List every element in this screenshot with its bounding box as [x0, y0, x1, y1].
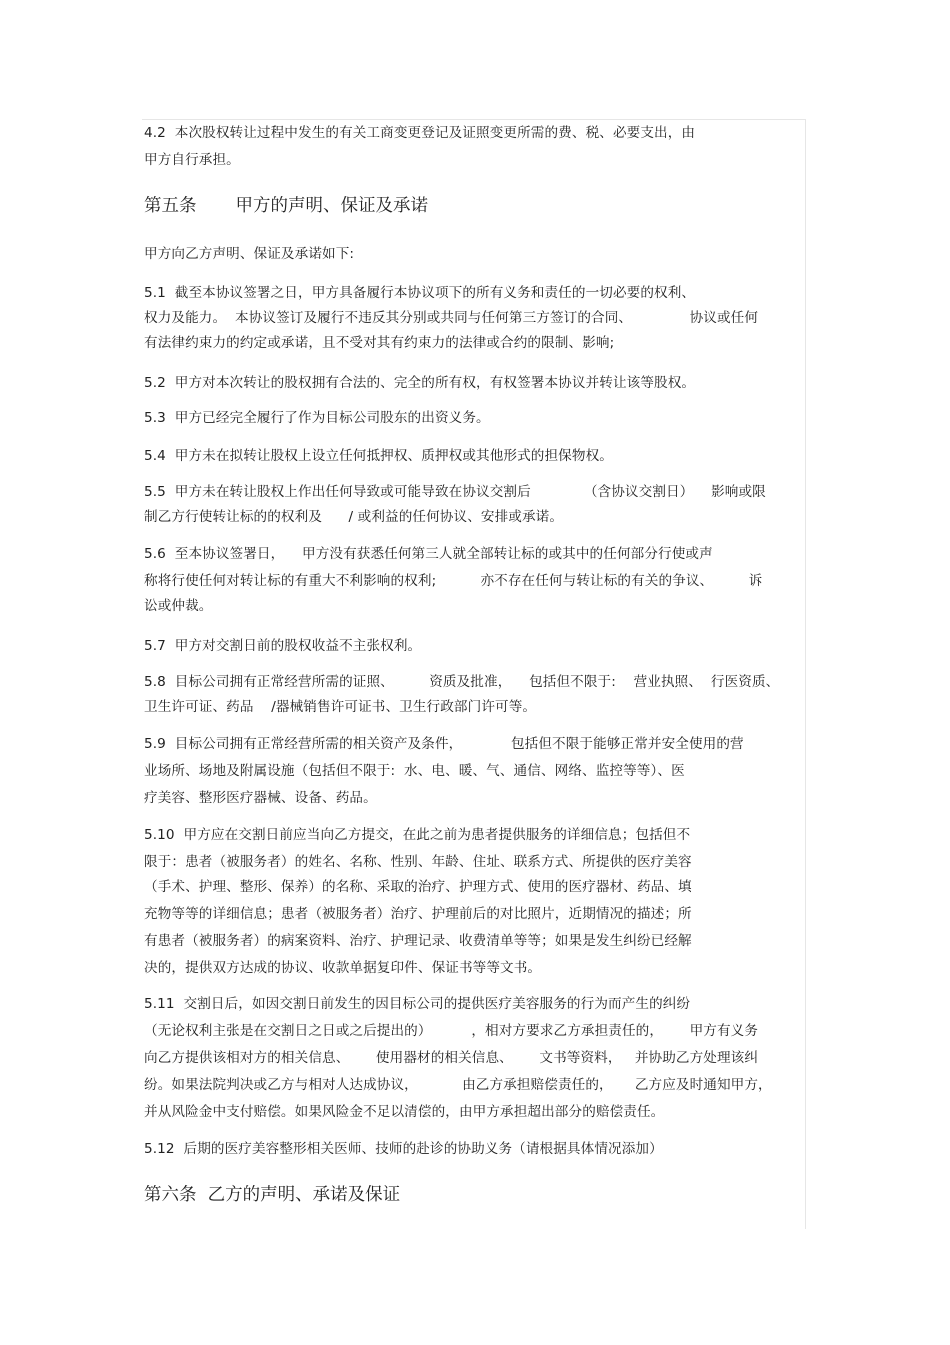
clause-5-1-line-3: 有法律约束力的约定或承诺，且不受对其有约束力的法律或合约的限制、影响; — [144, 335, 615, 351]
clause-5-5-line-2: 制乙方行使转让标的的权利及 / 或利益的任何协议、安排或承诺。 — [144, 509, 564, 525]
clause-5-12: 5.12 后期的医疗美容整形相关医师、技师的赴诊的协助义务（请根据具体情况添加） — [144, 1141, 663, 1157]
clause-5-6-line-1: 5.6 至本协议签署日， 甲方没有获悉任何第三人就全部转让标的或其中的任何部分行使或声 — [144, 546, 713, 562]
clause-5-6-line-3: 讼或仲裁。 — [144, 598, 213, 614]
clause-5-9-line-3: 疗美容、整形医疗器械、设备、药品。 — [144, 790, 377, 806]
clause-5-10-line-4: 充物等等的详细信息；患者（被服务者）治疗、护理前后的对比照片，近期情况的描述；所 — [144, 906, 692, 922]
clause-5-10-line-6: 决的，提供双方达成的协议、收款单据复印件、保证书等等文书。 — [144, 960, 542, 976]
clause-5-1-line-2: 权力及能力。 本协议签订及履行不违反其分别或共同与任何第三方签订的合同、 协议或任何 — [144, 310, 759, 326]
clause-5-11-line-5: 并从风险金中支付赔偿。如果风险金不足以清偿的，由甲方承担超出部分的赔偿责任。 — [144, 1104, 665, 1120]
clause-5-10-line-1: 5.10 甲方应在交割日前应当向乙方提交，在此之前为患者提供服务的详细信息；包括但不 — [144, 827, 691, 843]
clause-5-9-line-2: 业场所、场地及附属设施（包括但不限于: 水、电、暖、气、通信、网络、监控等等）、医 — [144, 763, 685, 779]
clause-5-11-line-4: 纷。如果法院判决或乙方与相对人达成协议， 由乙方承担赔偿责任的， 乙方应及时通知甲方， — [144, 1077, 772, 1093]
clause-5-10-line-3: （手术、护理、整形、保养）的名称、采取的治疗、护理方式、使用的医疗器材、药品、填 — [144, 879, 692, 895]
article-6-heading: 第六条 乙方的声明、承诺及保证 — [144, 1185, 401, 1205]
clause-5-2: 5.2 甲方对本次转让的股权拥有合法的、完全的所有权，有权签署本协议并转让该等股权。 — [144, 375, 696, 391]
clause-4-2-line-1: 4.2 本次股权转让过程中发生的有关工商变更登记及证照变更所需的费、税、必要支出，由 — [144, 125, 696, 141]
article-5-heading: 第五条 甲方的声明、保证及承诺 — [144, 196, 428, 216]
clause-5-7: 5.7 甲方对交割日前的股权收益不主张权利。 — [144, 638, 422, 654]
clause-5-8-line-1: 5.8 目标公司拥有正常经营所需的证照、 资质及批准， 包括但不限于: 营业执照、 行医资质、 — [144, 674, 780, 690]
clause-5-10-line-2: 限于：患者（被服务者）的姓名、名称、性别、年龄、住址、联系方式、所提供的医疗美容 — [144, 854, 692, 870]
clause-5-11-line-2: （无论权利主张是在交割日之日或之后提出的） ，相对方要求乙方承担责任的， 甲方有义务 — [144, 1023, 759, 1039]
clause-5-11-line-3: 向乙方提供该相对方的相关信息、 使用器材的相关信息、 文书等资料， 并协助乙方处理该纠 — [144, 1050, 759, 1066]
clause-5-9-line-1: 5.9 目标公司拥有正常经营所需的相关资产及条件， 包括但不限于能够正常并安全使用的营 — [144, 736, 744, 752]
clause-5-5-line-1: 5.5 甲方未在转让股权上作出任何导致或可能导致在协议交割后 （含协议交割日） 影响或限 — [144, 484, 766, 500]
clause-5-4: 5.4 甲方未在拟转让股权上设立任何抵押权、质押权或其他形式的担保物权。 — [144, 448, 613, 464]
clause-5-10-line-5: 有患者（被服务者）的病案资料、治疗、护理记录、收费清单等等；如果是发生纠纷已经解 — [144, 933, 692, 949]
clause-5-3: 5.3 甲方已经完全履行了作为目标公司股东的出资义务。 — [144, 410, 490, 426]
article-5-intro: 甲方向乙方声明、保证及承诺如下: — [144, 246, 355, 262]
clause-5-8-line-2: 卫生许可证、药品 /器械销售许可证书、卫生行政部门许可等。 — [144, 699, 537, 715]
clause-5-6-line-2: 称将行使任何对转让标的有重大不利影响的权利; 亦不存在任何与转让标的有关的争议、 诉 — [144, 573, 763, 589]
clause-5-11-line-1: 5.11 交割日后，如因交割日前发生的因目标公司的提供医疗美容服务的行为而产生的纠纷 — [144, 996, 691, 1012]
clause-4-2-line-2: 甲方自行承担。 — [144, 152, 240, 168]
clause-5-1-line-1: 5.1 截至本协议签署之日，甲方具备履行本协议项下的所有义务和责任的一切必要的权利、 — [144, 285, 696, 301]
